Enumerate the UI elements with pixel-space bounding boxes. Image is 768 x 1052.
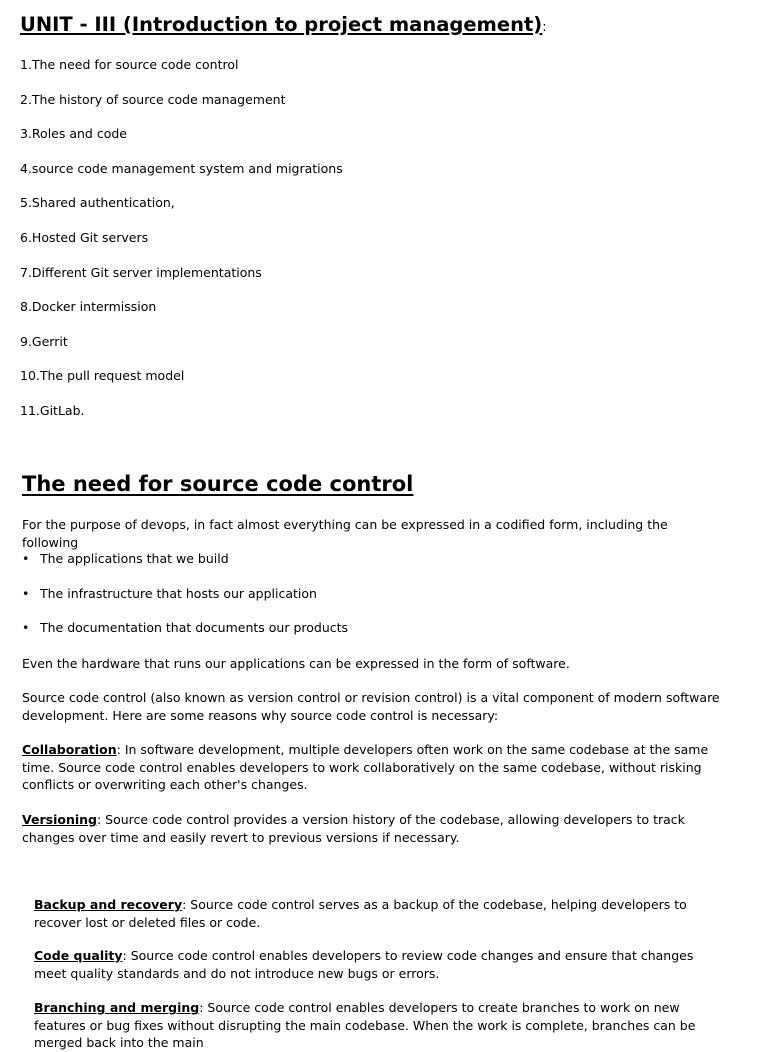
reason-term: Collaboration <box>22 742 117 757</box>
reason-term: Code quality <box>34 948 123 963</box>
bullet-item <box>22 551 229 567</box>
bullet-item <box>22 586 317 602</box>
reason-text: : In software development, multiple developers often work on the same codebase at the same time. Source code control enables developers to work collaboratively on the same codebase, without risking conflicts or overwriting each other's changes. <box>22 742 709 792</box>
toc-item: 8.Docker intermission <box>20 299 157 314</box>
reason-backup-recovery <box>34 896 724 931</box>
scc-intro-paragraph: Source code control (also known as version control or revision control) is a vital component of modern software development. Here are some reasons why source code control is necessary: <box>22 690 720 723</box>
toc-item: 5.Shared authentication, <box>20 195 175 210</box>
bullet-text: The documentation that documents our products <box>40 620 349 635</box>
toc-item: 2.The history of source code management <box>20 92 286 107</box>
toc-item: 1.The need for source code control <box>20 57 239 72</box>
bullet-icon: • <box>22 551 30 566</box>
toc-item: 9.Gerrit <box>20 334 68 349</box>
bullet-icon: • <box>22 620 30 635</box>
toc-item: 7.Different Git server implementations <box>20 265 262 280</box>
section-title: The need for source code control <box>22 472 414 496</box>
toc-item: 4.source code management system and migrations <box>20 161 343 176</box>
toc-item: 6.Hosted Git servers <box>20 230 149 245</box>
hardware-paragraph: Even the hardware that runs our applications can be expressed in the form of software. <box>22 656 570 671</box>
reason-branching-merging <box>34 999 724 1052</box>
reason-term: Versioning <box>22 812 97 827</box>
toc-item: 11.GitLab. <box>20 403 85 418</box>
bullet-item <box>22 620 348 636</box>
intro-paragraph: For the purpose of devops, in fact almost everything can be expressed in a codified form, including the following <box>22 517 668 550</box>
reason-collaboration <box>22 741 722 794</box>
reason-text: : Source code control serves as a backup of the codebase, helping developers to recover lost or deleted files or code. <box>34 897 687 930</box>
bullet-icon: • <box>22 586 30 601</box>
reason-code-quality <box>34 947 724 982</box>
bullet-text: The infrastructure that hosts our application <box>40 586 317 601</box>
toc-item: 10.The pull request model <box>20 368 185 383</box>
bullet-text: The applications that we build <box>40 551 229 566</box>
reason-term: Branching and merging <box>34 1000 200 1015</box>
reason-text: : Source code control provides a version history of the codebase, allowing developers to track changes over time and easily revert to previous versions if necessary. <box>22 812 685 845</box>
reason-versioning <box>22 811 722 846</box>
unit-title <box>20 11 547 42</box>
reason-term: Backup and recovery <box>34 897 183 912</box>
unit-title-text: UNIT - III (Introduction to project management) <box>20 13 543 36</box>
toc-item: 3.Roles and code <box>20 126 127 141</box>
reason-text: : Source code control enables developers to review code changes and ensure that changes meet quality standards and do not introduce new bugs or errors. <box>34 948 694 981</box>
reason-text: : Source code control enables developers to create branches to work on new features or bug fixes without disrupting the main codebase. When the work is complete, branches can be merged back into the main <box>34 1000 696 1050</box>
unit-title-colon: : <box>542 20 547 35</box>
